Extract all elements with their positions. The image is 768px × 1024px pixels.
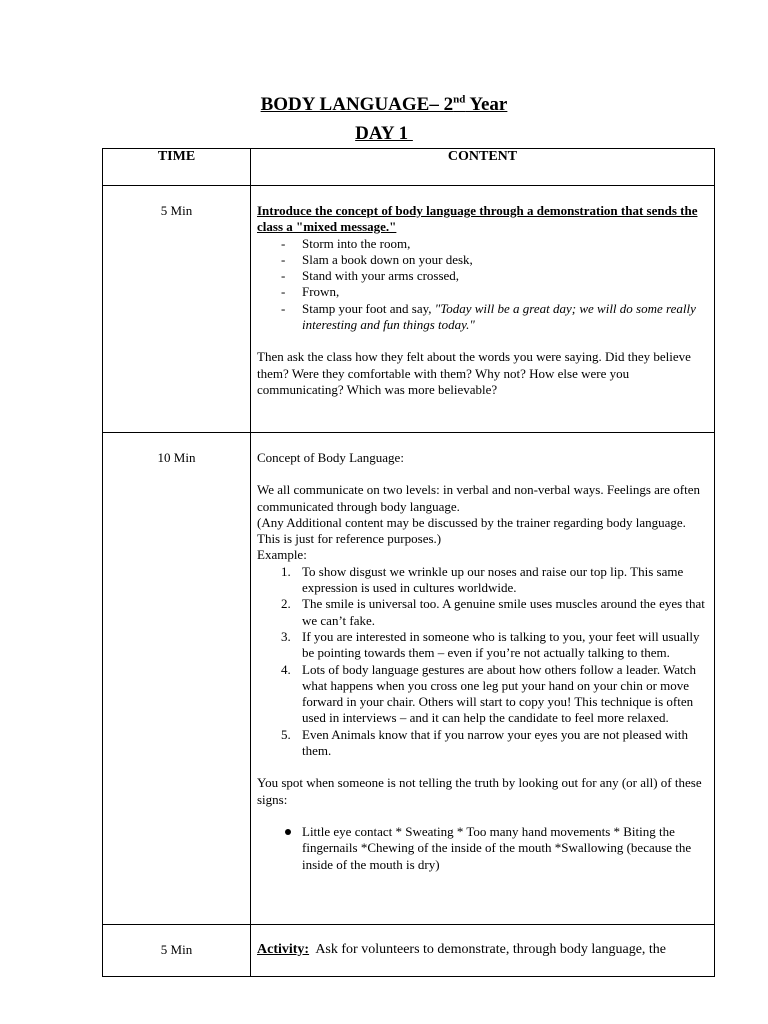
table-row — [103, 433, 715, 925]
signs-intro: You spot when someone is not telling the truth by looking out for any (or all) of these signs: — [257, 775, 702, 807]
followup-questions: Then ask the class how they felt about the words you were saying. Did they believe them? Were they comfortable with them? Why not? How else were you communicating? Which was more believable? — [257, 349, 691, 397]
list-item — [281, 629, 706, 662]
example-text: If you are interested in someone who is talking to you, your feet will usually be pointing towards them – even if you’re not actually talking to them. — [302, 628, 700, 661]
header-content-cell — [251, 149, 715, 186]
activity-text: Ask for volunteers to demonstrate, through body language, the — [309, 942, 667, 957]
example-text: Even Animals know that if you narrow your eyes you are not pleased with them. — [302, 726, 688, 759]
title-text: BODY LANGUAGE– 2 — [260, 94, 454, 115]
list-item — [281, 824, 706, 873]
item-number: 2. — [281, 596, 291, 612]
demonstration-steps — [257, 236, 706, 334]
example-text: To show disgust we wrinkle up our noses and raise our top lip. This same expression is used in cultures worldwide. — [302, 563, 684, 596]
list-item — [281, 662, 706, 727]
list-item — [281, 252, 706, 268]
item-number: 3. — [281, 628, 291, 644]
content-cell — [251, 925, 715, 977]
paragraph: (Any Additional content may be discussed by the trainer regarding body language. This is just for reference purposes.) — [257, 514, 686, 547]
content-cell — [251, 186, 715, 433]
item-number: 4. — [281, 661, 291, 677]
list-item — [281, 284, 706, 300]
list-item — [281, 301, 706, 334]
dash-marker: - — [281, 251, 286, 267]
lesson-plan-table — [102, 148, 715, 977]
document-title — [0, 94, 768, 116]
time-cell: 5 Min — [103, 186, 251, 433]
time-cell: 5 Min — [103, 925, 251, 977]
bullet-icon — [285, 829, 291, 835]
list-item — [281, 564, 706, 597]
example-label: Example: — [257, 547, 307, 563]
table-row — [103, 186, 715, 433]
paragraph: We all communicate on two levels: in verbal and non-verbal ways. Feelings are often communicated through body language. — [257, 482, 700, 514]
header-time: TIME — [157, 149, 196, 164]
step-text: Stamp your foot and say, — [302, 300, 435, 316]
activity-label: Activity: — [257, 942, 310, 957]
signs-list — [257, 824, 706, 873]
content-cell — [251, 433, 715, 925]
signs-text: Little eye contact * Sweating * Too many hand movements * Biting the fingernails *Chewing of the inside of the mouth *Swallowing (because the inside of the mouth is dry) — [302, 823, 692, 872]
table-header-row — [103, 149, 715, 186]
step-text: Frown, — [302, 284, 340, 300]
day-label: DAY 1 — [355, 123, 413, 144]
title-tail: Year — [465, 94, 508, 115]
dash-marker: - — [281, 300, 286, 316]
step-text: Stand with your arms crossed, — [302, 268, 460, 284]
step-text: Slam a book down on your desk, — [302, 251, 473, 267]
dash-marker: - — [281, 268, 286, 284]
item-number: 1. — [281, 563, 291, 579]
list-item — [281, 236, 706, 252]
examples-list — [257, 564, 706, 760]
intro-instruction: Introduce the concept of body language through a demonstration that sends the class a "mixed message." — [257, 203, 698, 235]
time-cell: 10 Min — [103, 433, 251, 925]
dash-marker: - — [281, 235, 286, 251]
example-text: Lots of body language gestures are about how others follow a leader. Watch what happens when you cross one leg put your hand on your chin or move forward in your chair. Others will start to copy you! This technique is often used in interviews – and it can help the candidate to feel more relaxed. — [302, 661, 697, 726]
dash-marker: - — [281, 284, 286, 300]
example-text: The smile is universal too. A genuine smile uses muscles around the eyes that we can’t fake. — [302, 596, 705, 628]
title-superscript: nd — [453, 93, 466, 106]
quote-text: "Today will be a great day; we will do some really interesting and fun things today." — [302, 300, 696, 333]
day-heading — [0, 123, 768, 145]
section-heading: Concept of Body Language: — [257, 450, 404, 465]
header-time-cell — [103, 149, 251, 186]
item-number: 5. — [281, 726, 291, 742]
table-row — [103, 925, 715, 977]
list-item — [281, 727, 706, 760]
list-item — [281, 596, 706, 629]
step-text: Storm into the room, — [302, 235, 411, 251]
list-item — [281, 268, 706, 284]
header-content: CONTENT — [447, 149, 518, 164]
